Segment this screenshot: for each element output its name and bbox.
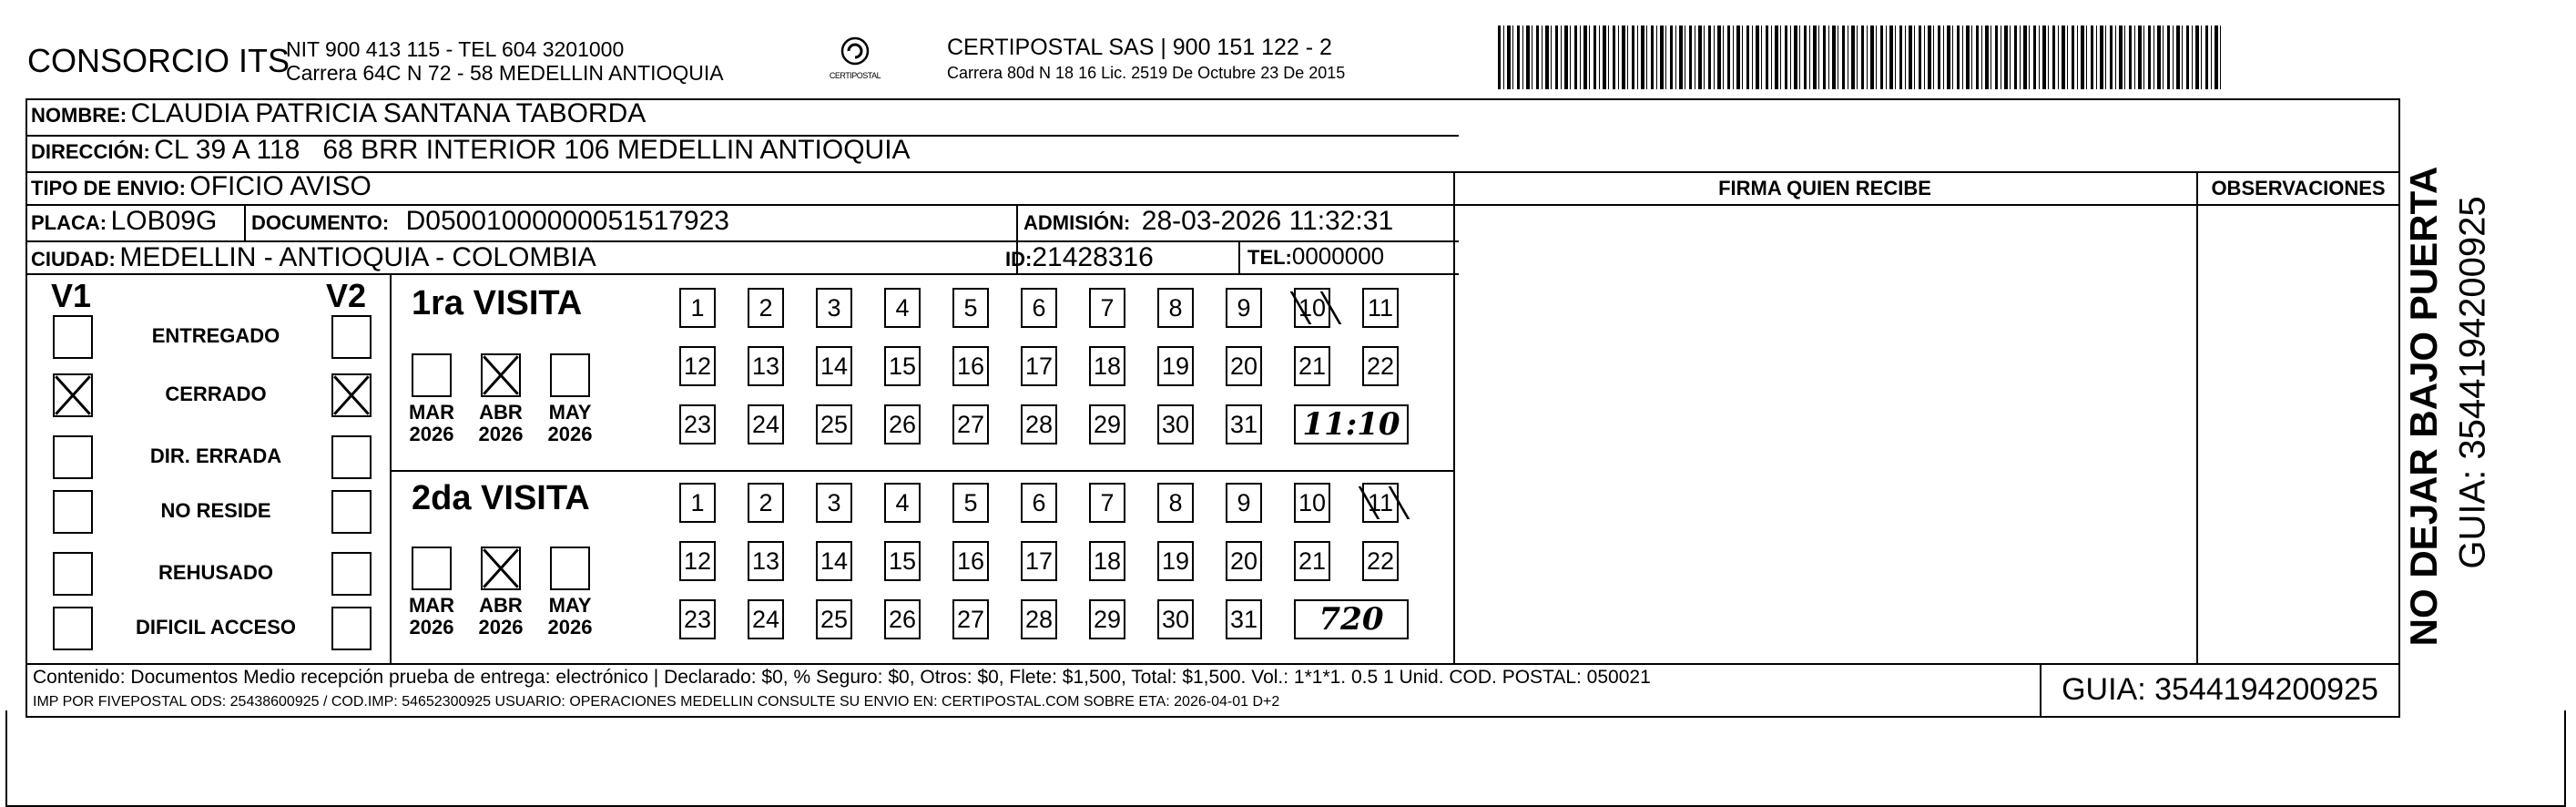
day-box[interactable]: 24 <box>748 599 784 639</box>
day-box[interactable]: 12 <box>679 541 716 581</box>
month-checkbox[interactable] <box>481 353 521 397</box>
day-box[interactable]: 7 <box>1089 483 1125 523</box>
day-box[interactable]: 21 <box>1294 541 1330 581</box>
day-box[interactable]: 23 <box>679 404 716 444</box>
day-box[interactable]: 6 <box>1021 483 1057 523</box>
day-box[interactable]: 22 <box>1362 346 1399 386</box>
day-box[interactable]: 28 <box>1021 404 1057 444</box>
day-box[interactable]: 2 <box>748 288 784 328</box>
ciudad-label: CIUDAD: <box>31 248 116 271</box>
month-year: 2026 <box>478 616 524 638</box>
outer-bottom-frame <box>5 710 2566 807</box>
status-label: REHUSADO <box>158 561 273 584</box>
day-box[interactable]: 30 <box>1157 404 1194 444</box>
day-box[interactable]: 8 <box>1157 483 1194 523</box>
v2-checkbox[interactable] <box>331 607 372 650</box>
day-box[interactable]: 31 <box>1226 404 1262 444</box>
day-box[interactable]: 10 <box>1294 288 1330 328</box>
day-box[interactable]: 19 <box>1157 541 1194 581</box>
day-box[interactable]: 1 <box>679 483 716 523</box>
day-box[interactable]: 2 <box>748 483 784 523</box>
observaciones-header: OBSERVACIONES <box>2211 177 2386 199</box>
day-box[interactable]: 16 <box>952 541 989 581</box>
day-box[interactable]: 7 <box>1089 288 1125 328</box>
day-box[interactable]: 10 <box>1294 483 1330 523</box>
day-box[interactable]: 12 <box>679 346 716 386</box>
footer-guia-box: GUIA: 3544194200925 <box>2062 672 2378 707</box>
v2-header: V2 <box>326 277 367 314</box>
id-value: 21428316 <box>1032 242 1154 272</box>
observaciones-area[interactable] <box>2198 206 2398 661</box>
time-written[interactable]: 11:10 <box>1294 404 1409 444</box>
day-box[interactable]: 19 <box>1157 346 1194 386</box>
footer-content-line: Contenido: Documentos Medio recepción prueba de entrega: electrónico | Declarado: $0, % Seguro: $0, Otros: $0, Flete: $1,500, Total: $1,500. Vol.: 1*1*1. 0.5 1 Unid. COD. POSTAL: 050021 <box>33 667 1651 688</box>
day-box[interactable]: 14 <box>816 346 852 386</box>
v1-header: V1 <box>51 277 92 314</box>
day-box[interactable]: 15 <box>884 346 921 386</box>
nombre-value: CLAUDIA PATRICIA SANTANA TABORDA <box>130 98 647 128</box>
day-box[interactable]: 1 <box>679 288 716 328</box>
month-year: 2026 <box>547 616 593 638</box>
v2-checkbox[interactable] <box>331 552 372 596</box>
month-label: MAY <box>548 401 592 424</box>
day-box[interactable]: 16 <box>952 346 989 386</box>
placa-value: LOB09G <box>110 206 218 236</box>
month-year: 2026 <box>547 423 593 445</box>
day-box[interactable]: 13 <box>748 346 784 386</box>
day-box[interactable]: 17 <box>1021 541 1057 581</box>
day-box[interactable]: 13 <box>748 541 784 581</box>
day-box[interactable]: 6 <box>1021 288 1057 328</box>
status-label: DIFICIL ACCESO <box>135 616 296 638</box>
day-box[interactable]: 20 <box>1226 346 1262 386</box>
day-box[interactable]: 18 <box>1089 346 1125 386</box>
logo-text: CERTIPOSTAL <box>829 71 881 80</box>
v1-checkbox[interactable] <box>53 435 93 479</box>
day-box[interactable]: 20 <box>1226 541 1262 581</box>
month-label: ABR <box>479 594 523 617</box>
id-label: ID: <box>1005 248 1033 271</box>
documento-value: D05001000000051517923 <box>405 206 729 236</box>
month-checkbox[interactable] <box>412 547 452 590</box>
day-box[interactable]: 29 <box>1089 404 1125 444</box>
day-box[interactable]: 22 <box>1362 541 1399 581</box>
day-box[interactable]: 27 <box>952 404 989 444</box>
month-checkbox[interactable] <box>550 353 590 397</box>
company-address: Carrera 64C N 72 - 58 MEDELLIN ANTIOQUIA <box>286 61 724 85</box>
day-box[interactable]: 14 <box>816 541 852 581</box>
status-label: CERRADO <box>165 383 267 405</box>
status-label: DIR. ERRADA <box>149 444 282 467</box>
day-box[interactable]: 9 <box>1226 483 1262 523</box>
admision-value: 28-03-2026 11:32:31 <box>1141 206 1394 236</box>
day-box[interactable]: 30 <box>1157 599 1194 639</box>
direccion-value: CL 39 A 118 68 BRR INTERIOR 106 MEDELLIN ANTIOQUIA <box>154 135 911 165</box>
day-box[interactable]: 15 <box>884 541 921 581</box>
v2-checkbox[interactable] <box>331 373 372 417</box>
day-box[interactable]: 24 <box>748 404 784 444</box>
direccion-label: DIRECCIÓN: <box>31 140 150 163</box>
day-box[interactable]: 3 <box>816 483 852 523</box>
tel-label: TEL: <box>1247 246 1292 269</box>
day-box[interactable]: 5 <box>952 483 989 523</box>
documento-label: DOCUMENTO: <box>251 211 390 234</box>
day-box[interactable]: 4 <box>884 483 921 523</box>
month-year: 2026 <box>409 616 454 638</box>
month-year: 2026 <box>478 423 524 445</box>
v1-checkbox[interactable] <box>53 552 93 596</box>
month-label: ABR <box>479 401 523 424</box>
company-name: CONSORCIO ITS <box>27 42 290 79</box>
day-box[interactable]: 9 <box>1226 288 1262 328</box>
placa-label: PLACA: <box>31 211 107 234</box>
month-year: 2026 <box>409 423 454 445</box>
day-box[interactable]: 27 <box>952 599 989 639</box>
tipo-label: TIPO DE ENVIO: <box>31 177 186 199</box>
nombre-label: NOMBRE: <box>31 104 127 127</box>
side-guia: GUIA: 3544194200925 <box>2452 196 2493 569</box>
day-box[interactable]: 3 <box>816 288 852 328</box>
certipostal-logo-icon <box>827 35 883 87</box>
footer-imp-line: IMP POR FIVEPOSTAL ODS: 25438600925 / COD.IMP: 54652300925 USUARIO: OPERACIONES MEDELLIN CONSULTE SU ENVIO EN: CERTIPOSTAL.COM SOBRE ETA: 2026-04-01 D+2 <box>33 694 1280 710</box>
v2-checkbox[interactable] <box>331 435 372 479</box>
status-label: NO RESIDE <box>160 499 271 522</box>
day-box[interactable]: 28 <box>1021 599 1057 639</box>
v2-checkbox[interactable] <box>331 315 372 359</box>
carrier-name: CERTIPOSTAL SAS | 900 151 122 - 2 <box>947 35 1332 60</box>
day-box[interactable]: 11 <box>1362 288 1399 328</box>
day-box[interactable]: 4 <box>884 288 921 328</box>
tel-value: 0000000 <box>1291 242 1385 270</box>
day-box[interactable]: 8 <box>1157 288 1194 328</box>
day-box[interactable]: 23 <box>679 599 716 639</box>
day-box[interactable]: 25 <box>816 404 852 444</box>
day-box[interactable]: 26 <box>884 599 921 639</box>
day-box[interactable]: 5 <box>952 288 989 328</box>
month-label: MAR <box>408 594 455 617</box>
day-box[interactable]: 21 <box>1294 346 1330 386</box>
day-box[interactable]: 11 <box>1362 483 1399 523</box>
month-checkbox[interactable] <box>481 547 521 590</box>
v1-checkbox[interactable] <box>53 607 93 650</box>
v1-checkbox[interactable] <box>53 373 93 417</box>
time-written[interactable]: 720 <box>1294 599 1409 639</box>
day-box[interactable]: 17 <box>1021 346 1057 386</box>
day-box[interactable]: 29 <box>1089 599 1125 639</box>
status-label: ENTREGADO <box>151 324 280 347</box>
day-box[interactable]: 25 <box>816 599 852 639</box>
firma-header: FIRMA QUIEN RECIBE <box>1718 177 1931 199</box>
day-box[interactable]: 26 <box>884 404 921 444</box>
month-label: MAY <box>548 594 592 617</box>
company-nit: NIT 900 413 115 - TEL 604 3201000 <box>286 37 625 61</box>
no-dejar-warning: NO DEJAR BAJO PUERTA <box>2402 166 2445 647</box>
month-checkbox[interactable] <box>550 547 590 590</box>
carrier-license: Carrera 80d N 18 16 Lic. 2519 De Octubre 23 De 2015 <box>947 64 1346 82</box>
firma-area[interactable] <box>1455 206 2194 661</box>
v2-checkbox[interactable] <box>331 490 372 534</box>
v1-checkbox[interactable] <box>53 490 93 534</box>
ciudad-value: MEDELLIN - ANTIOQUIA - COLOMBIA <box>119 242 596 272</box>
admision-label: ADMISIÓN: <box>1023 211 1131 234</box>
month-label: MAR <box>408 401 455 424</box>
day-box[interactable]: 31 <box>1226 599 1262 639</box>
barcode <box>1498 26 2222 89</box>
visit1-title: 1ra VISITA <box>412 284 583 322</box>
month-checkbox[interactable] <box>412 353 452 397</box>
v1-checkbox[interactable] <box>53 315 93 359</box>
day-box[interactable]: 18 <box>1089 541 1125 581</box>
tipo-value: OFICIO AVISO <box>189 171 372 201</box>
visit2-title: 2da VISITA <box>412 479 590 517</box>
